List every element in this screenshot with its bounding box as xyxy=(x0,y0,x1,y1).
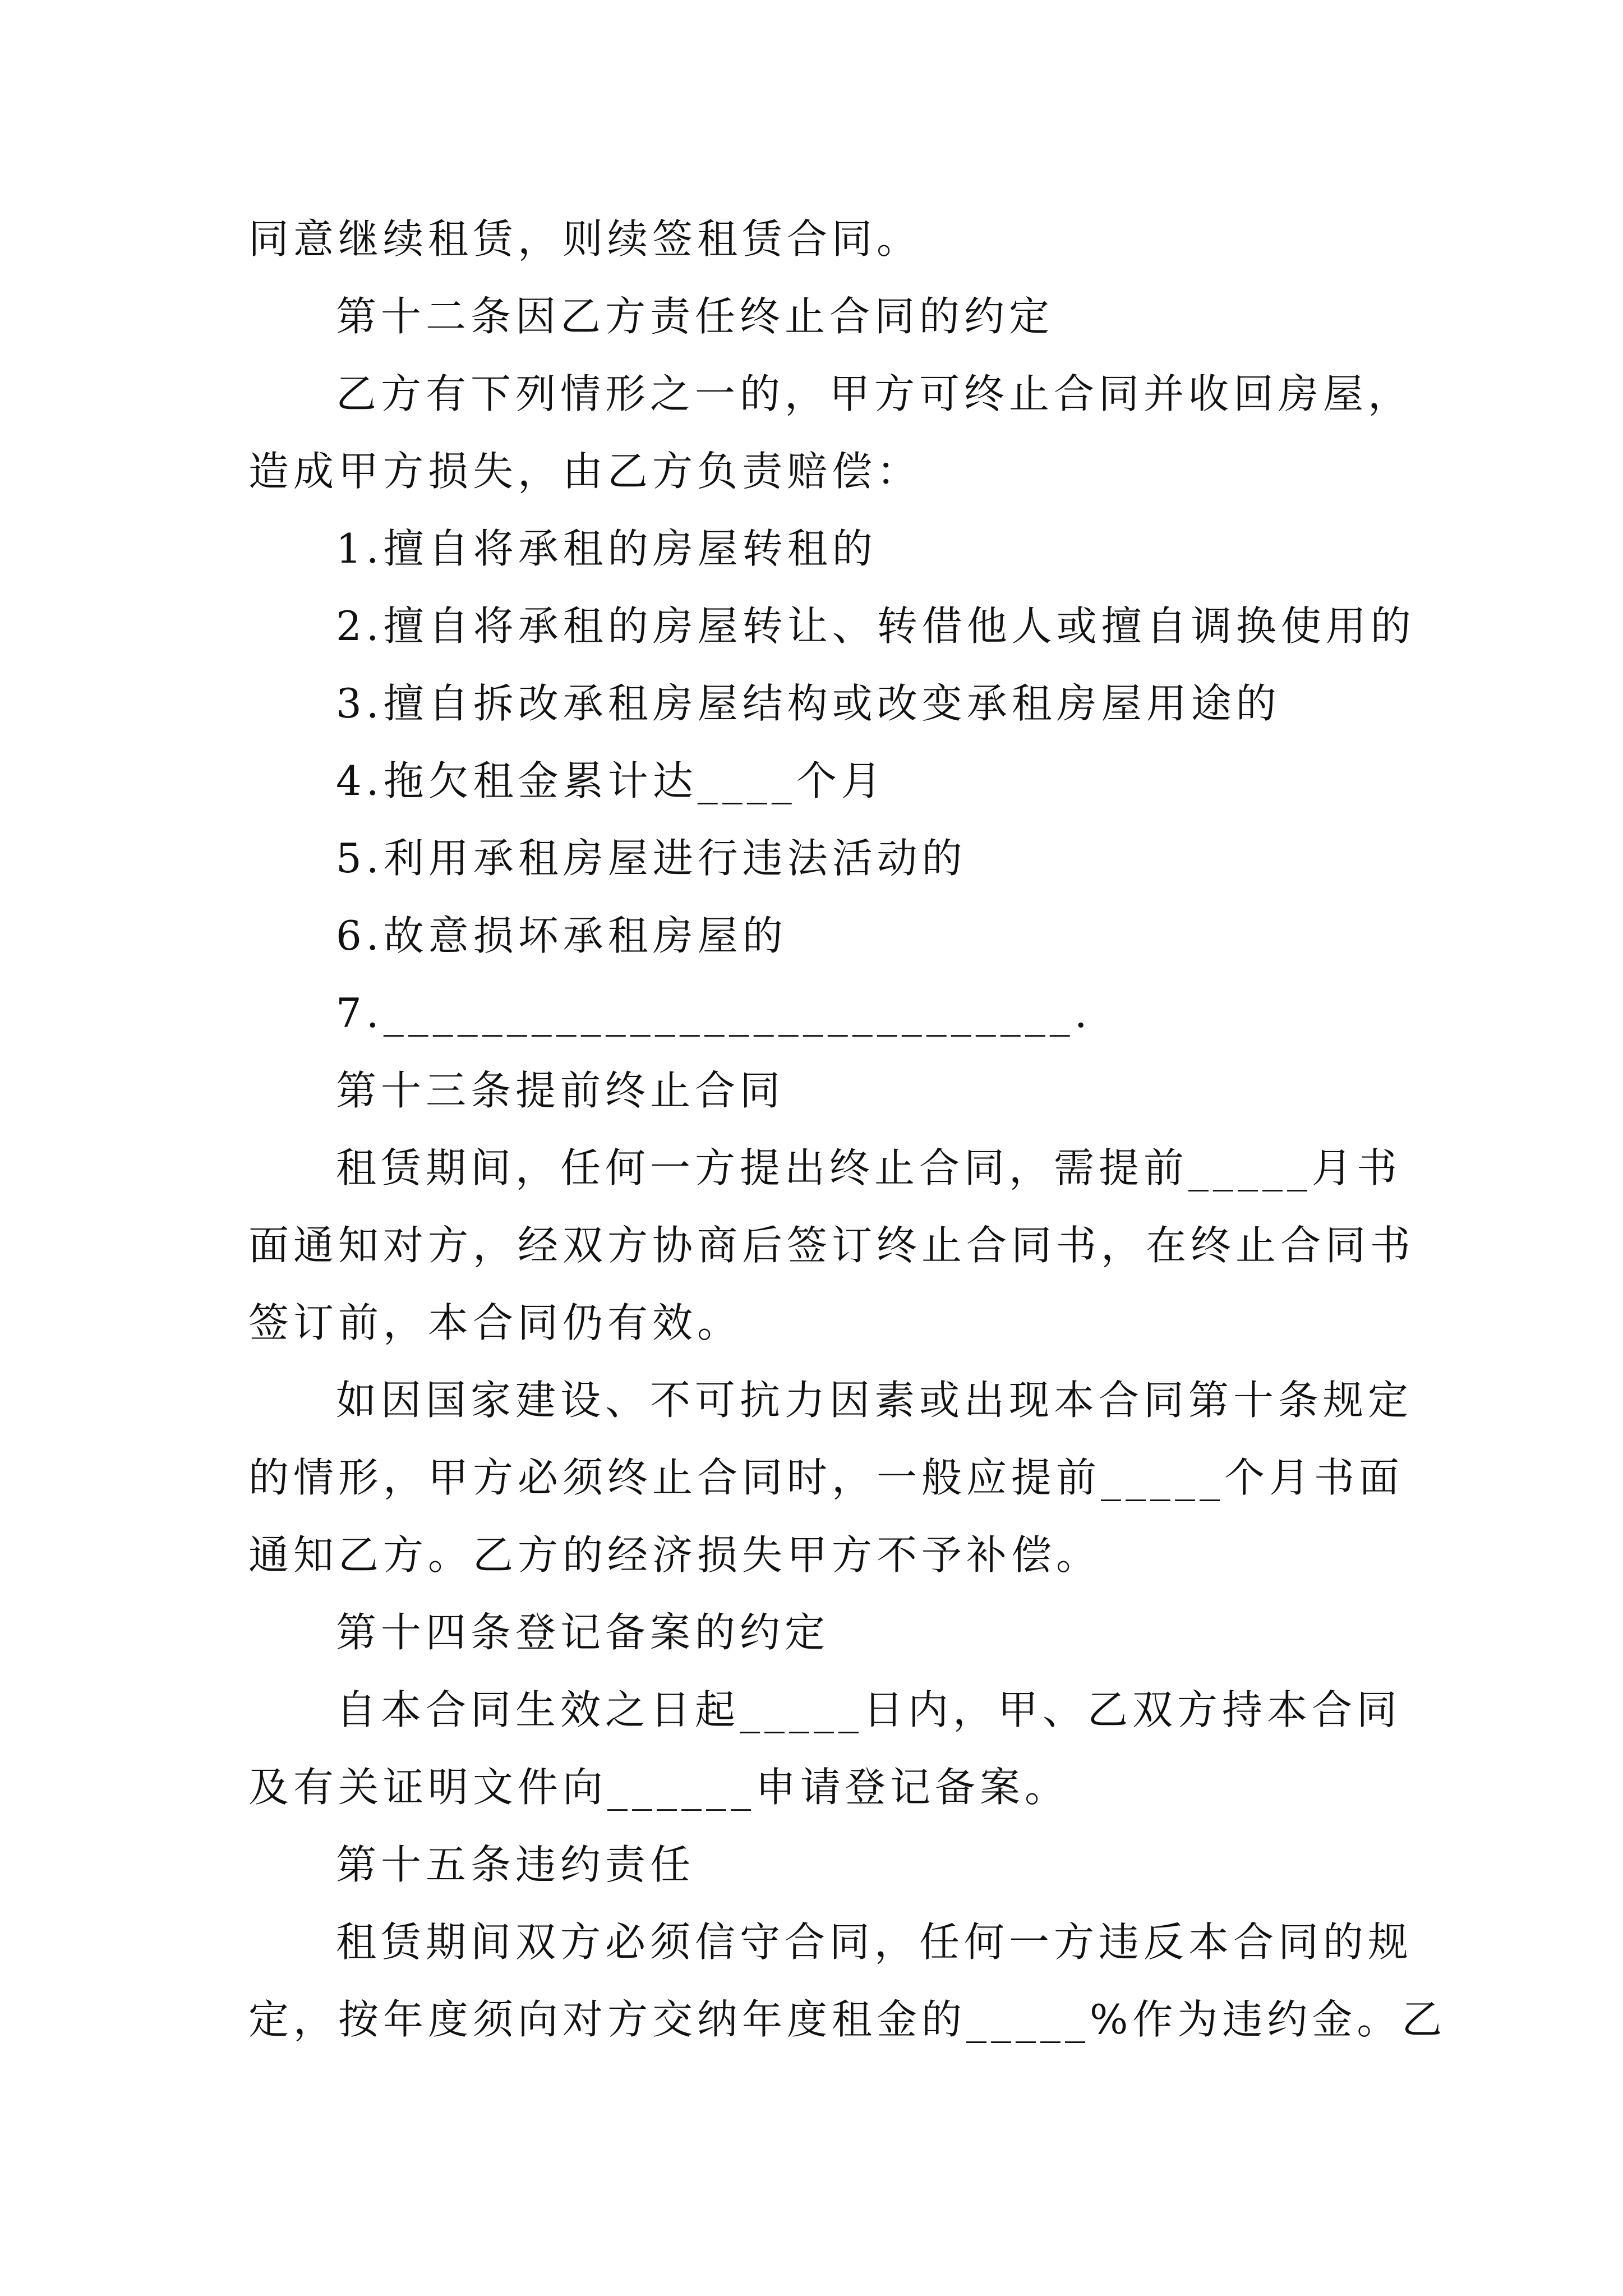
list-item: 6.故意损坏承租房屋的 xyxy=(336,912,787,959)
text-line: 同意继续租赁，则续签租赁合同。 xyxy=(248,215,922,263)
list-item: 3.擅自拆改承租房屋结构或改变承租房屋用途的 xyxy=(336,680,1281,727)
text-line: 定，按年度须向对方交纳年度租金的_____%作为违约金。乙 xyxy=(248,1996,1447,2043)
list-item: 4.拖欠租金累计达____个月 xyxy=(336,757,886,804)
text-line: 自本合同生效之日起_____日内，甲、乙双方持本合同 xyxy=(336,1686,1402,1733)
text-line: 通知乙方。乙方的经济损失甲方不予补偿。 xyxy=(248,1531,1101,1579)
text-line: 造成甲方损失，由乙方负责赔偿： xyxy=(248,448,922,495)
list-item: 2.擅自将承租的房屋转让、转借他人或擅自调换使用的 xyxy=(336,602,1415,650)
text-line: 及有关证明文件向______申请登记备案。 xyxy=(248,1764,1070,1811)
text-line: 签订前，本合同仍有效。 xyxy=(248,1299,743,1346)
section-heading: 第十三条提前终止合同 xyxy=(336,1067,785,1114)
section-heading: 第十二条因乙方责任终止合同的约定 xyxy=(336,293,1054,340)
section-heading: 第十五条违约责任 xyxy=(336,1841,695,1888)
text-line: 面通知对方，经双方协商后签订终止合同书，在终止合同书 xyxy=(248,1222,1415,1269)
text-line: 的情形，甲方必须终止合同时，一般应提前_____个月书面 xyxy=(248,1454,1404,1501)
text-line: 乙方有下列情形之一的，甲方可终止合同并收回房屋， xyxy=(336,370,1413,417)
list-item: 5.利用承租房屋进行违法活动的 xyxy=(336,835,967,882)
list-item: 1.擅自将承租的房屋转租的 xyxy=(336,525,877,572)
text-line: 租赁期间，任何一方提出终止合同，需提前_____月书 xyxy=(336,1144,1402,1191)
text-line: 如因国家建设、不可抗力因素或出现本合同第十条规定 xyxy=(336,1377,1413,1424)
section-heading: 第十四条登记备案的约定 xyxy=(336,1609,830,1656)
text-line: 租赁期间双方必须信守合同，任何一方违反本合同的规 xyxy=(336,1918,1413,1966)
list-item: 7.____________________________. xyxy=(336,990,1092,1037)
